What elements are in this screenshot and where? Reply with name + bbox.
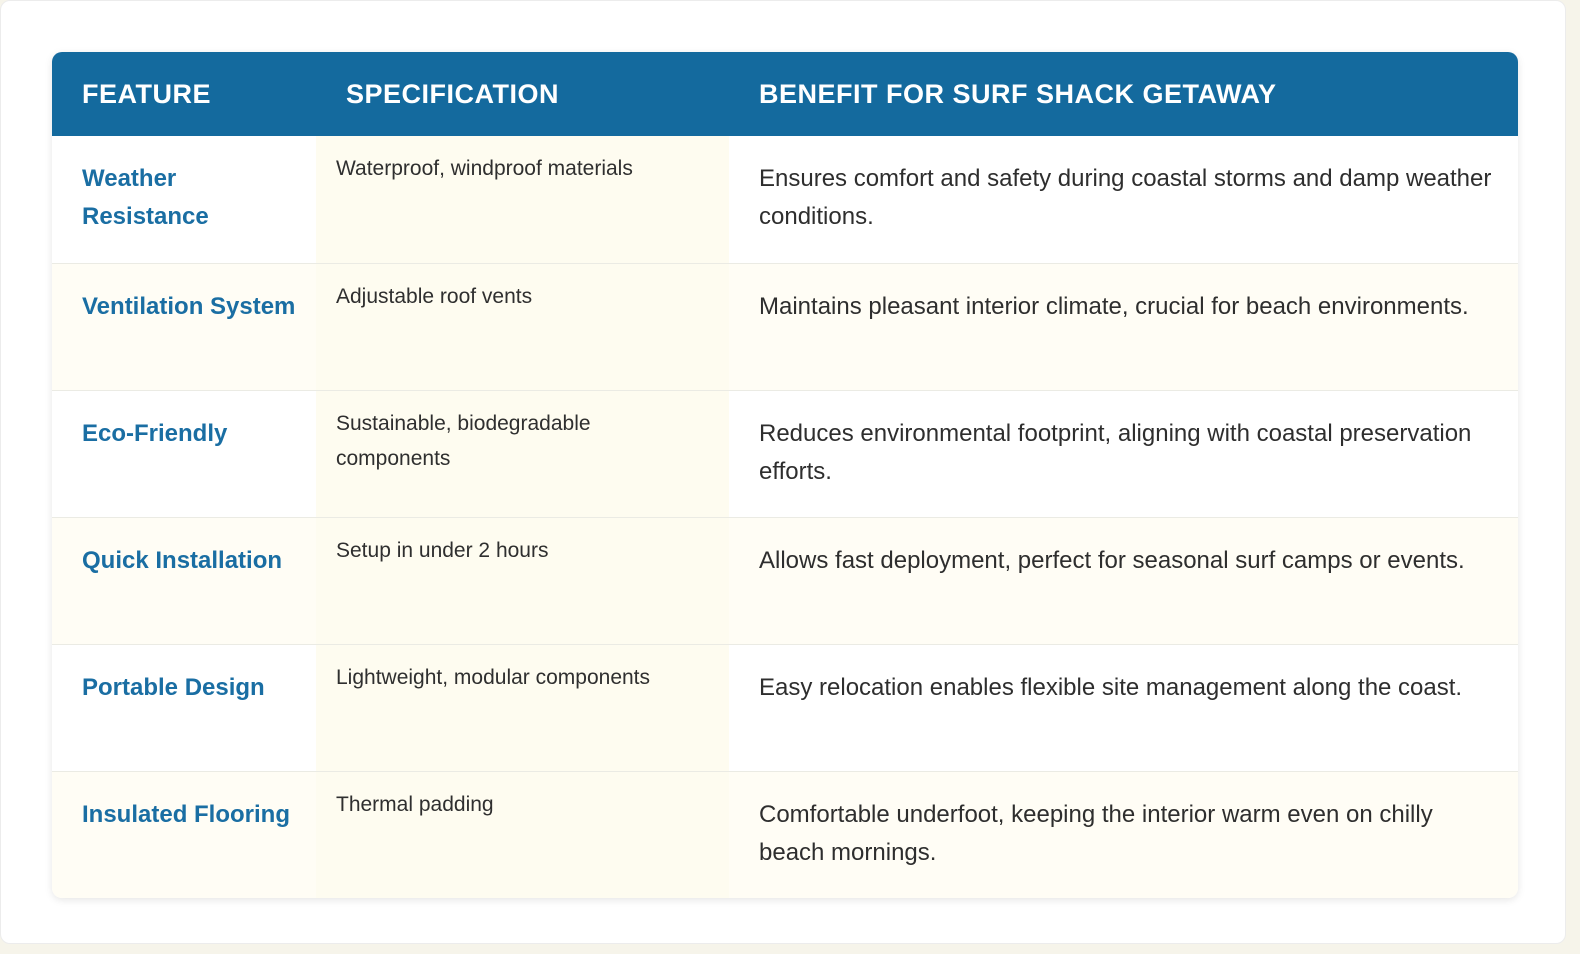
feature-cell: Ventilation System [82, 292, 296, 320]
benefit-cell: Easy relocation enables flexible site management along the coast. [759, 673, 1463, 701]
benefit-cell: Ensures comfort and safety during coastal storms and damp weather conditions. [759, 165, 1492, 230]
header-feature: FEATURE [82, 78, 211, 109]
specification-cell: Waterproof, windproof materials [316, 136, 729, 263]
feature-cell: Eco-Friendly [82, 419, 228, 447]
benefit-cell: Comfortable underfoot, keeping the interior warm even on chilly beach mornings. [759, 800, 1433, 866]
specification-cell: Lightweight, modular components [316, 644, 729, 771]
specification-cell: Thermal padding [316, 771, 729, 898]
specification-cell: Sustainable, biodegradable components [316, 390, 729, 517]
feature-cell: Quick Installation [82, 546, 283, 574]
table-header-row [52, 52, 1518, 136]
table-row [52, 390, 1518, 517]
specification-cell: Setup in under 2 hours [316, 517, 729, 644]
feature-cell: Insulated Flooring [82, 800, 290, 828]
feature-cell: Portable Design [82, 673, 265, 701]
header-specification: SPECIFICATION [346, 78, 560, 109]
benefit-cell: Reduces environmental footprint, aligning with coastal preservation efforts. [759, 419, 1472, 485]
specification-cell: Adjustable roof vents [316, 263, 729, 390]
table-row [52, 517, 1518, 644]
header-benefit: BENEFIT FOR SURF SHACK GETAWAY [759, 78, 1277, 109]
benefit-cell: Allows fast deployment, perfect for seasonal surf camps or events. [759, 546, 1465, 574]
features-table [52, 52, 1518, 898]
feature-cell: Weather Resistance [82, 165, 209, 230]
table-row [52, 771, 1518, 898]
features-table-container [52, 52, 1518, 898]
benefit-cell: Maintains pleasant interior climate, crucial for beach environments. [759, 292, 1469, 320]
table-row [52, 644, 1518, 771]
table-row [52, 263, 1518, 390]
table-row [52, 136, 1518, 263]
